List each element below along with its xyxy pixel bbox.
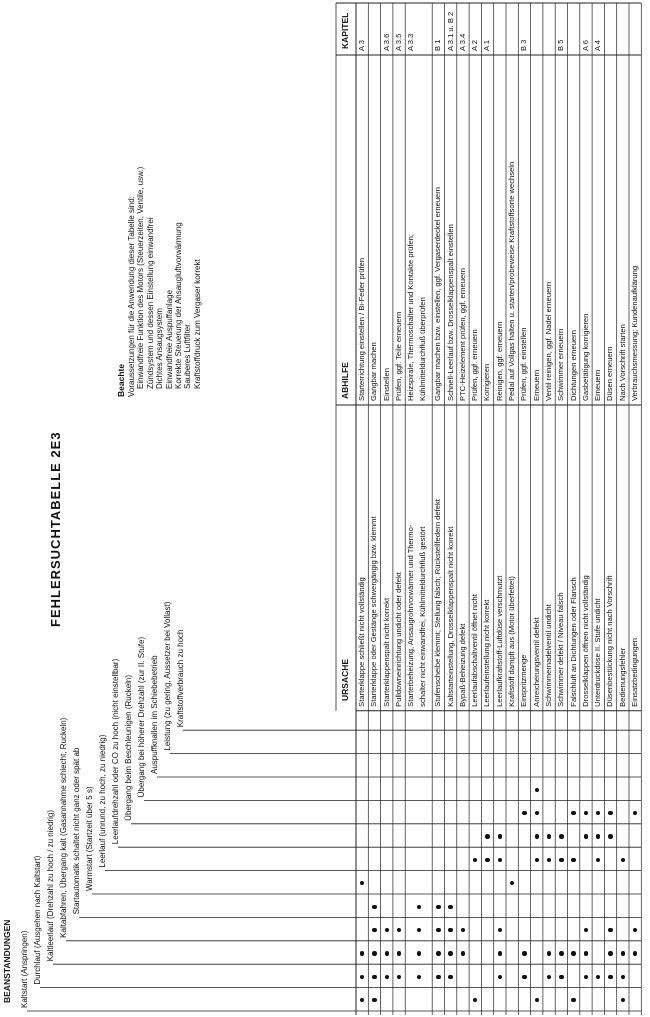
matrix-dot: [522, 951, 526, 955]
kapitel-cell: A 3.5: [393, 33, 403, 51]
matrix-dot: [448, 905, 452, 909]
abhilfe-cell: PTC-Heizelement prüfen, ggf. erneuern: [457, 268, 467, 401]
abhilfe-cell: Prüfen, ggf. erneuern: [470, 329, 480, 401]
ursache-cell: Starterklappe schließt nicht vollständig: [357, 577, 366, 707]
matrix-dot: [436, 951, 440, 955]
matrix-dot: [535, 834, 539, 838]
kapitel-header: KAPITEL: [340, 12, 350, 49]
symptom-label: Übergang bei höherer Drehzahl (zur II. Stufe): [137, 636, 146, 798]
matrix-dot: [547, 951, 551, 955]
matrix-dot: [397, 951, 401, 955]
matrix-dot: [522, 975, 526, 979]
kapitel-cell: A 6: [580, 40, 590, 51]
abhilfe-cell: Ventil reinigen, ggf. Nadel erneuern: [543, 281, 553, 401]
beachte-line: Zündsystem und dessen Einstellung einwandfrei: [145, 217, 155, 389]
symptom-label: Kraftstoffverbrauch zu hoch: [176, 629, 185, 728]
ursache-cell: Anreicherungsventil defekt: [531, 617, 541, 707]
ursache-cell: Einspritzmenge: [519, 654, 529, 707]
matrix-dot: [547, 834, 551, 838]
matrix-dot: [535, 788, 539, 792]
matrix-dot: [448, 951, 452, 955]
matrix-dot: [436, 928, 440, 932]
matrix-dot: [559, 975, 563, 979]
ursache-cell: Pulldowneinrichtung undicht oder defekt: [393, 572, 403, 707]
abhilfe-cell: Verbrauchsmessung; Kundenaufklärung: [630, 265, 639, 401]
matrix-dot: [608, 811, 612, 815]
kapitel-cell: A 1: [482, 40, 492, 51]
ursache-cell: Einsatzbedingungen: [630, 637, 639, 707]
beachte-line: Einwandfreie Funktion des Motors (Steuerzeiten, Ventile, usw.): [136, 166, 146, 389]
matrix-dot: [621, 975, 625, 979]
ursache-cell: Kraftstoff dampft aus (Motor überfettet): [507, 576, 516, 707]
abhilfe-cell: Schnell-Leerlauf bzw. Drosselklappenspalt einstellen: [445, 224, 455, 401]
matrix-dot: [535, 858, 539, 862]
beachte-line: Einwandfreie Auspuffanlage: [164, 289, 174, 389]
matrix-dot: [584, 834, 588, 838]
matrix-dot: [498, 975, 502, 979]
abhilfe-cell: Gangbar machen: [369, 342, 379, 401]
matrix-dot: [385, 975, 389, 979]
symptom-label: Durchlauf (Ausgehen nach Kaltstart): [33, 855, 42, 985]
matrix-dot: [522, 811, 526, 815]
beachte-line: Voraussetzungen für die Anwendung dieser Tabelle sind:: [127, 196, 136, 397]
matrix-dot: [417, 975, 421, 979]
matrix-dot: [372, 975, 376, 979]
ursache-cell: Schwimmer defekt / Niveau falsch: [556, 592, 566, 707]
matrix-dot: [485, 858, 489, 862]
abhilfe-cell: Starterrichtung einstellen / Bi-Feder prüfen: [357, 257, 366, 401]
abhilfe-cell: Prüfen, ggf. einstellen: [519, 327, 529, 401]
matrix-dot: [498, 951, 502, 955]
matrix-dot: [608, 951, 612, 955]
beachte-line: Sauberes Luftfilter: [183, 324, 193, 389]
abhilfe-cell: Einstellen: [381, 368, 391, 401]
ursache-cell: Kaltstarteinstellung, Drosselklappenspalt nicht korrekt: [445, 526, 455, 707]
ursache-cell: Starterklappenspalt nicht korrekt: [381, 597, 391, 707]
matrix-dot: [372, 928, 376, 932]
matrix-dot: [571, 858, 575, 862]
matrix-dot: [417, 951, 421, 955]
abhilfe-header: ABHILFE: [340, 362, 350, 399]
kapitel-cell: A 3.1 u. B 2: [445, 11, 455, 51]
matrix-dot: [436, 975, 440, 979]
matrix-dot: [436, 905, 440, 909]
symptom-label: Leistung (zu gering, Aussetzer bei Vollast): [163, 601, 172, 751]
symptom-label: Kaltleerlauf (Drehzahl zu hoch / zu niedrig): [46, 810, 55, 962]
kapitel-cell: B 3: [519, 39, 529, 51]
kapitel-cell: A 4: [593, 40, 603, 51]
ursache-cell: Düsenbestückung nicht nach Vorschrift: [605, 575, 615, 707]
beachte-title: Beachte: [116, 363, 126, 397]
beachte-line: Korrekte Steuerung der Ansaugluftvorwärmung: [174, 222, 183, 389]
abhilfe-cell: Kühlmitteldurchfluß überprüfen: [417, 297, 427, 401]
beachte-line: Dichtes Ansaugsystem: [155, 308, 165, 389]
symptom-label: Startautomatik schaltet nicht ganz oder spät ab: [72, 747, 81, 915]
kapitel-cell: A 3.6: [381, 33, 391, 51]
symptom-label: Warmstart (Startzeit über 5 s): [85, 786, 94, 891]
matrix-dot: [417, 905, 421, 909]
matrix-dot: [571, 951, 575, 955]
ursache-cell: Leerlaufeinstellung nicht korrekt: [482, 599, 492, 707]
ursache-cell: Leerlaufabschaltventil öffnet nicht: [470, 594, 480, 707]
symptom-label: Leerlauf (unrund, zu hoch, zu niedrig): [98, 734, 107, 868]
matrix-dot: [608, 975, 612, 979]
matrix-dot: [559, 834, 563, 838]
matrix-dot: [372, 951, 376, 955]
ursache-cell: schalter nicht einwandfrei, Kühlmitteldurchfluß gestört: [417, 526, 427, 707]
kapitel-cell: B 5: [556, 39, 566, 51]
ursache-cell: Starterbeheizung, Ansaugrohrvorwärmer und Thermo-: [406, 524, 416, 707]
ursache-cell: Drosselklappen öffnen nicht vollständig: [580, 575, 590, 707]
abhilfe-cell: Heizspirale, Thermoschalter und Kontakte prüfen;: [406, 233, 416, 401]
ursache-cell: Bedienungsfehler: [617, 647, 627, 707]
matrix-dot: [485, 834, 489, 838]
matrix-dot: [633, 951, 637, 955]
abhilfe-cell: Gangbar machen bzw. einstellen, ggf. Vergaserdeckel erneuern: [433, 186, 443, 401]
kapitel-cell: A 2: [470, 40, 480, 51]
abhilfe-cell: Reinigen, ggf. erneuern: [494, 321, 504, 401]
symptom-label: Leerlaufdrehzahl oder CO zu hoch (nicht einstellbar): [111, 658, 120, 845]
matrix-dot: [448, 975, 452, 979]
matrix-dot: [608, 928, 612, 932]
matrix-dot: [559, 858, 563, 862]
abhilfe-cell: Düsen erneuern: [605, 346, 615, 401]
kapitel-cell: A 3.4: [457, 33, 467, 51]
matrix-dot: [559, 951, 563, 955]
matrix-dot: [584, 951, 588, 955]
ursache-cell: Starterklappe oder Gestänge schwergängig bzw. klemmt: [369, 516, 379, 707]
symptom-label: Auspuffknallen im Schiebebetrieb: [150, 655, 159, 774]
abhilfe-cell: Schwimmer erneuern: [556, 328, 566, 401]
kapitel-cell: A 3: [357, 40, 366, 51]
ursache-cell: Stufenscheibe klemmt; Stellung falsch; Rückstellfedern defekt: [433, 499, 443, 707]
ursache-cell: Leerlaufkraftstoff-Luftdüse verschmutzt: [494, 575, 504, 707]
abhilfe-cell: Erneuern: [531, 369, 541, 401]
beachte-line: Kraftstoffdruck zum Vergaser korrekt: [192, 259, 202, 389]
beanstandungen-heading: BEANSTANDUNGEN: [2, 919, 12, 1003]
matrix-dot: [621, 858, 625, 862]
abhilfe-cell: Gasbetätigung korrigieren: [580, 313, 590, 401]
matrix-dot: [360, 951, 364, 955]
abhilfe-cell: Pedal auf Vollgas halten u. starten/probeweise Kraftstoffsorte wechseln: [507, 161, 516, 401]
matrix-dot: [608, 834, 612, 838]
ursache-cell: Schwimmernadelventil undicht: [543, 604, 553, 707]
ursache-cell: Bypaß-Beheizung defekt: [457, 623, 467, 707]
symptom-label: Kaltabfahren, Übergang kalt (Gasannahme schlecht, Ruckeln): [59, 717, 68, 938]
matrix-dot: [461, 951, 465, 955]
abhilfe-cell: Prüfen, ggf. Teile erneuern: [393, 311, 403, 401]
matrix-dot: [498, 858, 502, 862]
matrix-dot: [621, 951, 625, 955]
matrix-dot: [385, 951, 389, 955]
abhilfe-cell: Erneuern: [593, 369, 603, 401]
ursache-cell: Falschluft an Dichtungen oder Flansch: [568, 577, 578, 707]
symptom-label: Kaltstart (Anspringen): [20, 930, 29, 1008]
abhilfe-cell: Dichtungen erneuern: [568, 330, 578, 401]
symptom-label: Übergang beim Beschleunigen (Ruckeln): [124, 674, 133, 821]
matrix-dot: [498, 834, 502, 838]
kapitel-cell: A 3.3: [406, 33, 416, 51]
ursache-cell: Unterdruckdose II. Stufe undicht: [593, 598, 603, 707]
abhilfe-cell: Korrigieren: [482, 363, 492, 401]
matrix-dot: [372, 905, 376, 909]
page-title: FEHLERSUCHTABELLE 2E3: [48, 431, 63, 627]
abhilfe-cell: Nach Vorschrift starten: [617, 324, 627, 401]
ursache-header: URSACHE: [340, 658, 350, 701]
kapitel-cell: B 1: [433, 39, 443, 51]
